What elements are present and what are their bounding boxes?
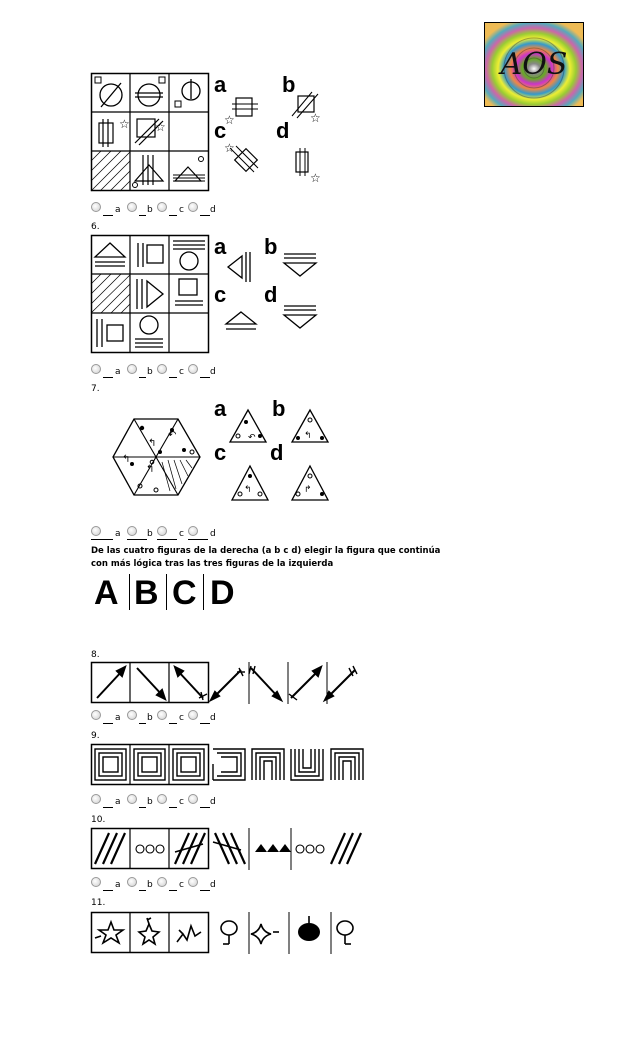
label-d: d xyxy=(210,713,216,723)
radio-c[interactable] xyxy=(157,710,167,720)
svg-text:↰: ↰ xyxy=(148,438,157,449)
svg-text:☆: ☆ xyxy=(224,113,235,127)
label-b: b xyxy=(147,205,153,215)
label-c: c xyxy=(179,205,184,215)
svg-text:↱: ↱ xyxy=(304,485,312,495)
label-b: b xyxy=(147,529,153,539)
answer-options-q7 xyxy=(91,525,231,539)
question-5-matrix xyxy=(91,73,211,193)
svg-text:a: a xyxy=(214,396,227,421)
radio-c[interactable] xyxy=(157,877,167,887)
instruction-line-2: con más lógica tras las tres figuras de la izquierda xyxy=(91,559,334,569)
radio-a[interactable] xyxy=(91,202,101,212)
svg-text:↰: ↰ xyxy=(244,485,252,495)
label-d: d xyxy=(210,797,216,807)
radio-d[interactable] xyxy=(188,877,198,887)
answer-options-q6 xyxy=(91,363,231,377)
label-d: d xyxy=(210,205,216,215)
question-number: 11. xyxy=(91,898,106,908)
letter-b: B xyxy=(134,574,159,612)
radio-b[interactable] xyxy=(127,794,137,804)
svg-text:☆: ☆ xyxy=(310,171,321,185)
radio-a[interactable] xyxy=(91,877,101,887)
svg-text:↶: ↶ xyxy=(248,433,256,443)
radio-c[interactable] xyxy=(157,526,167,536)
answer-options-q9 xyxy=(91,793,231,807)
svg-text:↶: ↶ xyxy=(168,430,177,441)
radio-c[interactable] xyxy=(157,794,167,804)
svg-text:☆: ☆ xyxy=(155,120,166,134)
logo-image xyxy=(484,22,584,107)
label-d: d xyxy=(210,367,216,377)
question-number: 7. xyxy=(91,384,100,394)
question-11-row xyxy=(91,912,371,954)
svg-text:d: d xyxy=(264,282,278,307)
svg-text:↰: ↰ xyxy=(146,464,155,475)
svg-text:d: d xyxy=(270,440,284,465)
instructions xyxy=(91,545,451,571)
answer-options-q10 xyxy=(91,876,231,890)
letter-d: D xyxy=(210,574,235,612)
label-c: c xyxy=(179,367,184,377)
svg-text:☆: ☆ xyxy=(310,111,321,125)
radio-a[interactable] xyxy=(91,710,101,720)
radio-d[interactable] xyxy=(188,710,198,720)
radio-b[interactable] xyxy=(127,710,137,720)
label-c: c xyxy=(179,713,184,723)
label-a: a xyxy=(115,529,121,539)
svg-text:☆: ☆ xyxy=(224,141,235,155)
question-10-row xyxy=(91,828,371,870)
label-d: d xyxy=(210,529,216,539)
radio-c[interactable] xyxy=(157,202,167,212)
radio-a[interactable] xyxy=(91,364,101,374)
question-number: 10. xyxy=(91,815,106,825)
question-8-row xyxy=(91,662,371,704)
logo-text: AOS xyxy=(500,47,568,82)
question-6-options xyxy=(212,234,342,344)
letter-a: A xyxy=(94,574,119,612)
label-b: b xyxy=(147,367,153,377)
label-c: c xyxy=(179,797,184,807)
letter-c: C xyxy=(172,574,197,612)
label-a: a xyxy=(115,713,121,723)
radio-d[interactable] xyxy=(188,202,198,212)
answer-options-q8 xyxy=(91,709,231,723)
radio-b[interactable] xyxy=(127,202,137,212)
svg-text:d: d xyxy=(276,118,290,143)
radio-b[interactable] xyxy=(127,364,137,374)
svg-text:c: c xyxy=(214,118,227,143)
instruction-line-1: De las cuatro figuras de la derecha (a b c d) elegir la figura que continúa xyxy=(91,546,441,556)
label-b: b xyxy=(147,713,153,723)
svg-text:☆: ☆ xyxy=(119,117,130,131)
question-number: 9. xyxy=(91,731,100,741)
label-b: b xyxy=(147,797,153,807)
question-number: 8. xyxy=(91,650,100,660)
svg-text:b: b xyxy=(264,234,278,259)
label-d: d xyxy=(210,880,216,890)
svg-text:b: b xyxy=(282,72,296,97)
radio-c[interactable] xyxy=(157,364,167,374)
label-a: a xyxy=(115,367,121,377)
question-6-matrix xyxy=(91,235,211,355)
question-9-row xyxy=(91,744,371,786)
label-a: a xyxy=(115,880,121,890)
svg-text:c: c xyxy=(214,282,227,307)
radio-a[interactable] xyxy=(91,526,101,536)
radio-d[interactable] xyxy=(188,526,198,536)
radio-d[interactable] xyxy=(188,794,198,804)
svg-text:↰: ↰ xyxy=(122,454,131,465)
radio-a[interactable] xyxy=(91,794,101,804)
label-b: b xyxy=(147,880,153,890)
question-7-options xyxy=(212,396,342,508)
label-a: a xyxy=(115,205,121,215)
radio-b[interactable] xyxy=(127,877,137,887)
svg-text:↰: ↰ xyxy=(304,431,312,441)
question-7-hexagon xyxy=(112,418,202,496)
answer-options-q5 xyxy=(91,201,231,215)
svg-text:b: b xyxy=(272,396,286,421)
svg-text:c: c xyxy=(214,440,227,465)
label-c: c xyxy=(179,529,184,539)
radio-d[interactable] xyxy=(188,364,198,374)
svg-text:a: a xyxy=(214,72,227,97)
label-c: c xyxy=(179,880,184,890)
question-number: 6. xyxy=(91,222,100,232)
radio-b[interactable] xyxy=(127,526,137,536)
svg-text:a: a xyxy=(214,234,227,259)
label-a: a xyxy=(115,797,121,807)
question-5-options xyxy=(212,72,342,192)
